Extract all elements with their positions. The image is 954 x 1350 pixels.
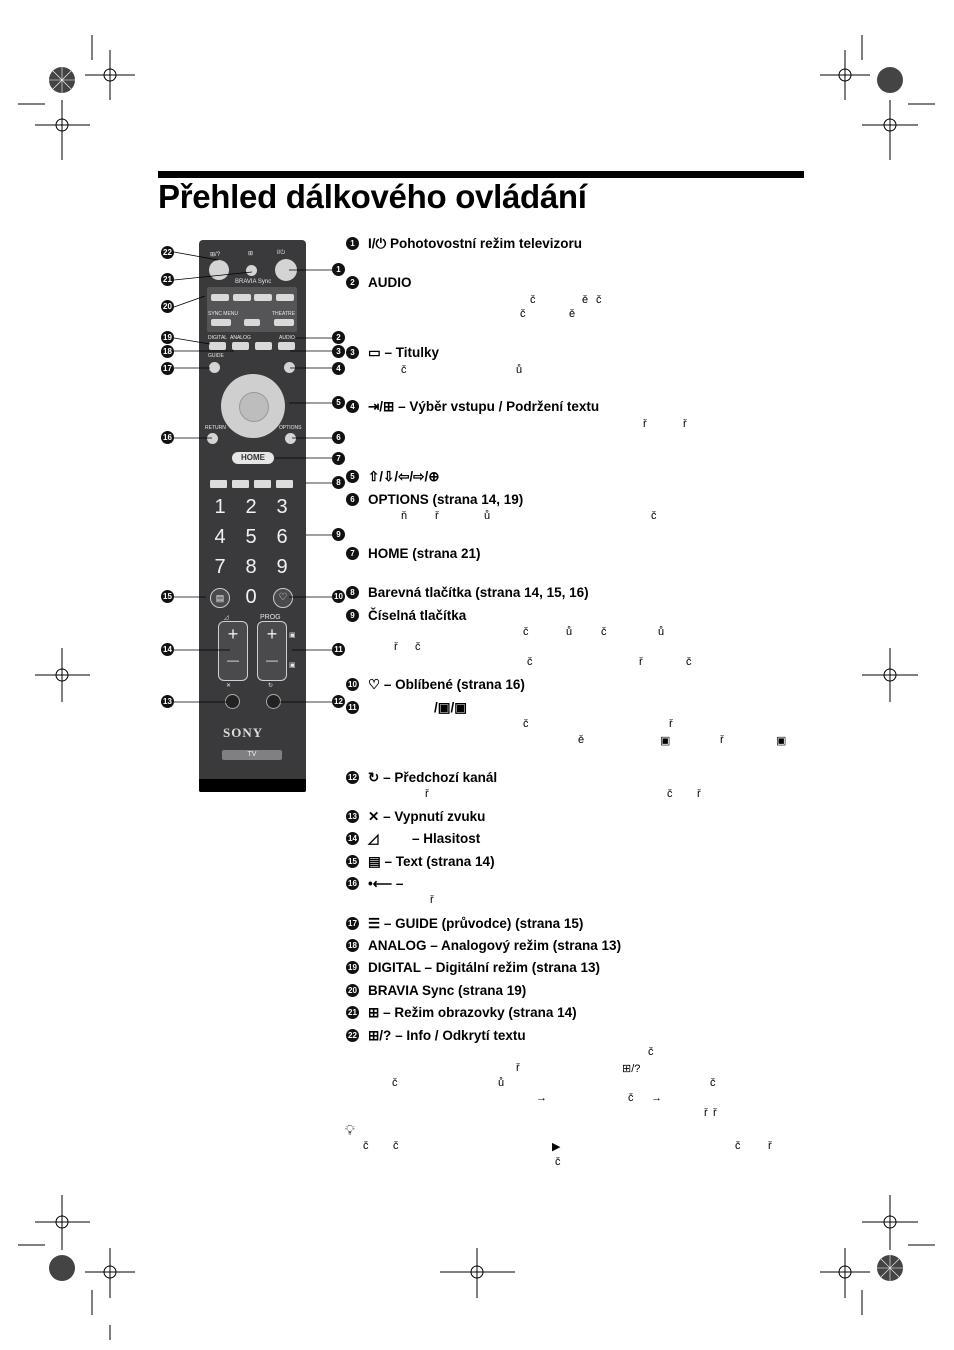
number-key-6[interactable]: 6 [276, 526, 288, 548]
sony-logo: SONY [223, 725, 264, 740]
callout-20: 20 [161, 300, 174, 313]
bullet-21: 21 [346, 1006, 359, 1019]
number-key-4[interactable]: 4 [214, 526, 226, 548]
bullet-17: 17 [346, 917, 359, 930]
return-label: RETURN [205, 425, 226, 431]
item-4-label: – Výběr vstupu / Podržení textu [398, 399, 600, 414]
item-21-label: – Režim obrazovky (strana 14) [383, 1005, 577, 1020]
glyph: č [710, 1077, 716, 1089]
item-17 [368, 916, 583, 932]
glyph: ě [569, 308, 576, 320]
callout-14: 14 [161, 643, 174, 656]
glyph: č [401, 364, 407, 376]
glyph: č [686, 656, 692, 668]
item-14-label: – Hlasitost [412, 831, 481, 846]
bullet-7: 7 [346, 547, 359, 560]
mute-icon: ✕ [368, 809, 384, 824]
callout-17: 17 [161, 362, 174, 375]
item-3 [368, 345, 439, 361]
glyph: ř [430, 894, 434, 906]
glyph: ř [639, 656, 643, 668]
volume-icon: ◿ [224, 615, 229, 621]
guide-label: GUIDE [208, 353, 224, 359]
glyph: ř [713, 1107, 717, 1119]
bullet-1: 1 [346, 237, 359, 250]
callout-lines [150, 240, 350, 720]
item-8: Barevná tlačítka (strana 14, 15, 16) [368, 585, 589, 600]
glyph: č [530, 294, 536, 306]
item-5 [368, 469, 440, 485]
bullet-2: 2 [346, 276, 359, 289]
bullet-3: 3 [346, 346, 359, 359]
glyph: č [393, 1140, 399, 1152]
jump-icon: ↻ [368, 770, 384, 785]
item-16-label: – [395, 876, 404, 891]
item-13 [368, 809, 485, 825]
prog-plus: + [266, 624, 278, 644]
digital-label: DIGITAL [208, 335, 228, 341]
number-key-3[interactable]: 3 [276, 496, 288, 518]
glyph: ř [697, 788, 701, 800]
callout-18: 18 [161, 345, 174, 358]
item-3-label: – Titulky [384, 345, 440, 360]
glyph: ř [768, 1140, 772, 1152]
glyph: ů [498, 1077, 505, 1089]
callout-15: 15 [161, 590, 174, 603]
callout-4: 4 [332, 362, 345, 375]
page-up-down-icon: /▣/▣ [434, 700, 468, 715]
prog-label: PROG [260, 614, 281, 621]
callout-19: 19 [161, 331, 174, 344]
home-button[interactable]: HOME [232, 452, 274, 464]
callout-21: 21 [161, 273, 174, 286]
mute-icon: ✕ [226, 683, 232, 689]
page-down-icon: ▣ [289, 662, 296, 669]
item-22-label: – Info / Odkrytí textu [395, 1028, 526, 1043]
glyph: č [523, 718, 529, 730]
theatre-label: THEATRE [272, 311, 295, 317]
glyph: ě [582, 294, 589, 306]
glyph: ě [578, 734, 585, 746]
callout-8: 8 [332, 476, 345, 489]
title-rule [158, 171, 804, 178]
remote-bottom [199, 779, 306, 792]
item-16 [368, 876, 403, 892]
info-reveal-icon: ⊞/? [210, 252, 221, 258]
bullet-10: 10 [346, 678, 359, 691]
callout-9: 9 [332, 528, 345, 541]
item-17-label: – GUIDE (průvodce) (strana 15) [383, 916, 584, 931]
bullet-14: 14 [346, 832, 359, 845]
bullet-22: 22 [346, 1029, 359, 1042]
arrow-right-icon: → [536, 1092, 547, 1104]
bullet-15: 15 [346, 855, 359, 868]
glyph: ů [658, 626, 665, 638]
info-reveal-icon: ⊞/? [622, 1063, 641, 1075]
page-down-icon: ▣ [776, 735, 787, 747]
analog-label: ANALOG [230, 335, 251, 341]
item-19: DIGITAL – Digitální režim (strana 13) [368, 960, 601, 975]
item-7: HOME (strana 21) [368, 546, 481, 561]
callout-6: 6 [332, 431, 345, 444]
text-button[interactable]: ▤ [210, 588, 230, 608]
options-label: OPTIONS [279, 425, 302, 431]
callout-12: 12 [332, 695, 345, 708]
glyph: č [648, 1046, 654, 1058]
page-up-icon: ▣ [289, 632, 296, 639]
callout-1: 1 [332, 263, 345, 276]
callout-22: 22 [161, 246, 174, 259]
glyph: ř [516, 1062, 520, 1074]
glyph: č [601, 626, 607, 638]
item-10 [368, 677, 525, 693]
callout-3: 3 [332, 345, 345, 358]
number-key-7[interactable]: 7 [214, 556, 226, 578]
bravia-sync-label: BRAVIA Sync [235, 279, 272, 285]
item-1 [368, 236, 582, 252]
item-22 [368, 1028, 526, 1044]
arrow-right-icon: → [651, 1092, 662, 1104]
audio-label: AUDIO [279, 335, 295, 341]
glyph: č [628, 1092, 634, 1104]
power-icon: I/⏻ [277, 250, 286, 256]
glyph: ř [720, 734, 724, 746]
glyph: č [392, 1077, 398, 1089]
item-9: Číselná tlačítka [368, 608, 467, 623]
page-title: Přehled dálkového ovládání [158, 178, 587, 215]
glyph: č [667, 788, 673, 800]
screen-mode-icon: ⊞ [248, 251, 254, 257]
item-1-label: Pohotovostní režim televizoru [389, 236, 582, 251]
glyph: č [415, 641, 421, 653]
glyph: ň [401, 510, 408, 522]
screen-mode-icon: ⊞ [368, 1005, 384, 1020]
number-key-8[interactable]: 8 [245, 556, 257, 578]
input-icon: ⇥/⊞ [368, 399, 399, 414]
subtitle-icon: ▭ [368, 345, 385, 360]
glyph: č [527, 656, 533, 668]
bullet-19: 19 [346, 961, 359, 974]
glyph: č [523, 626, 529, 638]
number-key-5[interactable]: 5 [245, 526, 257, 548]
heart-icon: ♡ [368, 677, 384, 692]
item-20: BRAVIA Sync (strana 19) [368, 983, 527, 998]
glyph: ř [704, 1107, 708, 1119]
tip-bulb-icon: 💡︎ [345, 1122, 355, 1138]
item-12 [368, 770, 497, 786]
number-key-1[interactable]: 1 [214, 496, 226, 518]
page-up-icon: ▣ [660, 735, 671, 747]
jump-icon: ↻ [268, 683, 274, 689]
glyph: ů [516, 364, 523, 376]
bullet-11: 11 [346, 701, 359, 714]
item-15 [368, 854, 495, 870]
callout-10: 10 [332, 590, 345, 603]
item-11 [434, 700, 467, 716]
callout-2: 2 [332, 331, 345, 344]
bullet-4: 4 [346, 400, 359, 413]
bullet-13: 13 [346, 810, 359, 823]
bullet-9: 9 [346, 609, 359, 622]
volume-icon: ◿ [368, 831, 379, 846]
arrow-keys-icon: ⇧/⇩/⇦/⇨/⊕ [368, 469, 440, 484]
item-4 [368, 399, 599, 415]
glyph: ř [669, 718, 673, 730]
glyph: ř [435, 510, 439, 522]
item-18: ANALOG – Analogový režim (strana 13) [368, 938, 622, 953]
bullet-8: 8 [346, 586, 359, 599]
callout-16: 16 [161, 431, 174, 444]
item-12-label: – Předchozí kanál [383, 770, 498, 785]
glyph: č [651, 510, 657, 522]
text-icon: ▤ [368, 854, 385, 869]
glyph: ř [425, 788, 429, 800]
number-key-0[interactable]: 0 [245, 586, 257, 608]
sync-menu-label: SYNC MENU [208, 311, 239, 317]
bullet-12: 12 [346, 771, 359, 784]
glyph: ř [394, 641, 398, 653]
callout-5: 5 [332, 396, 345, 409]
number-key-9[interactable]: 9 [276, 556, 288, 578]
bullet-6: 6 [346, 493, 359, 506]
glyph: č [555, 1156, 561, 1168]
glyph: ř [683, 418, 687, 430]
item-13-label: – Vypnutí zvuku [383, 809, 486, 824]
glyph: č [596, 294, 602, 306]
volume-minus: — [227, 653, 239, 667]
glyph: ů [484, 510, 491, 522]
bullet-5: 5 [346, 470, 359, 483]
item-14 [368, 831, 480, 847]
volume-plus: + [227, 624, 239, 644]
glyph: ř [643, 418, 647, 430]
callout-7: 7 [332, 452, 345, 465]
glyph: č [735, 1140, 741, 1152]
prog-minus: — [266, 653, 278, 667]
item-6: OPTIONS (strana 14, 19) [368, 492, 524, 507]
info-reveal-icon: ⊞/? [368, 1028, 396, 1043]
callout-13: 13 [161, 695, 174, 708]
glyph: ů [566, 626, 573, 638]
favourites-button[interactable]: ♡ [273, 588, 293, 608]
callout-11: 11 [332, 643, 345, 656]
bullet-20: 20 [346, 984, 359, 997]
glyph: č [520, 308, 526, 320]
item-10-label: – Oblíbené (strana 16) [383, 677, 525, 692]
bullet-16: 16 [346, 877, 359, 890]
play-icon: ▶ [552, 1141, 561, 1153]
item-15-label: – Text (strana 14) [384, 854, 495, 869]
bullet-18: 18 [346, 939, 359, 952]
power-icon: I/⏻ [368, 236, 390, 251]
tv-label: TV [222, 750, 282, 760]
item-2: AUDIO [368, 275, 412, 290]
item-21 [368, 1005, 577, 1021]
guide-icon: ☰ [368, 916, 384, 931]
glyph: č [363, 1140, 369, 1152]
return-icon: •⟵ [368, 876, 396, 891]
number-key-2[interactable]: 2 [245, 496, 257, 518]
